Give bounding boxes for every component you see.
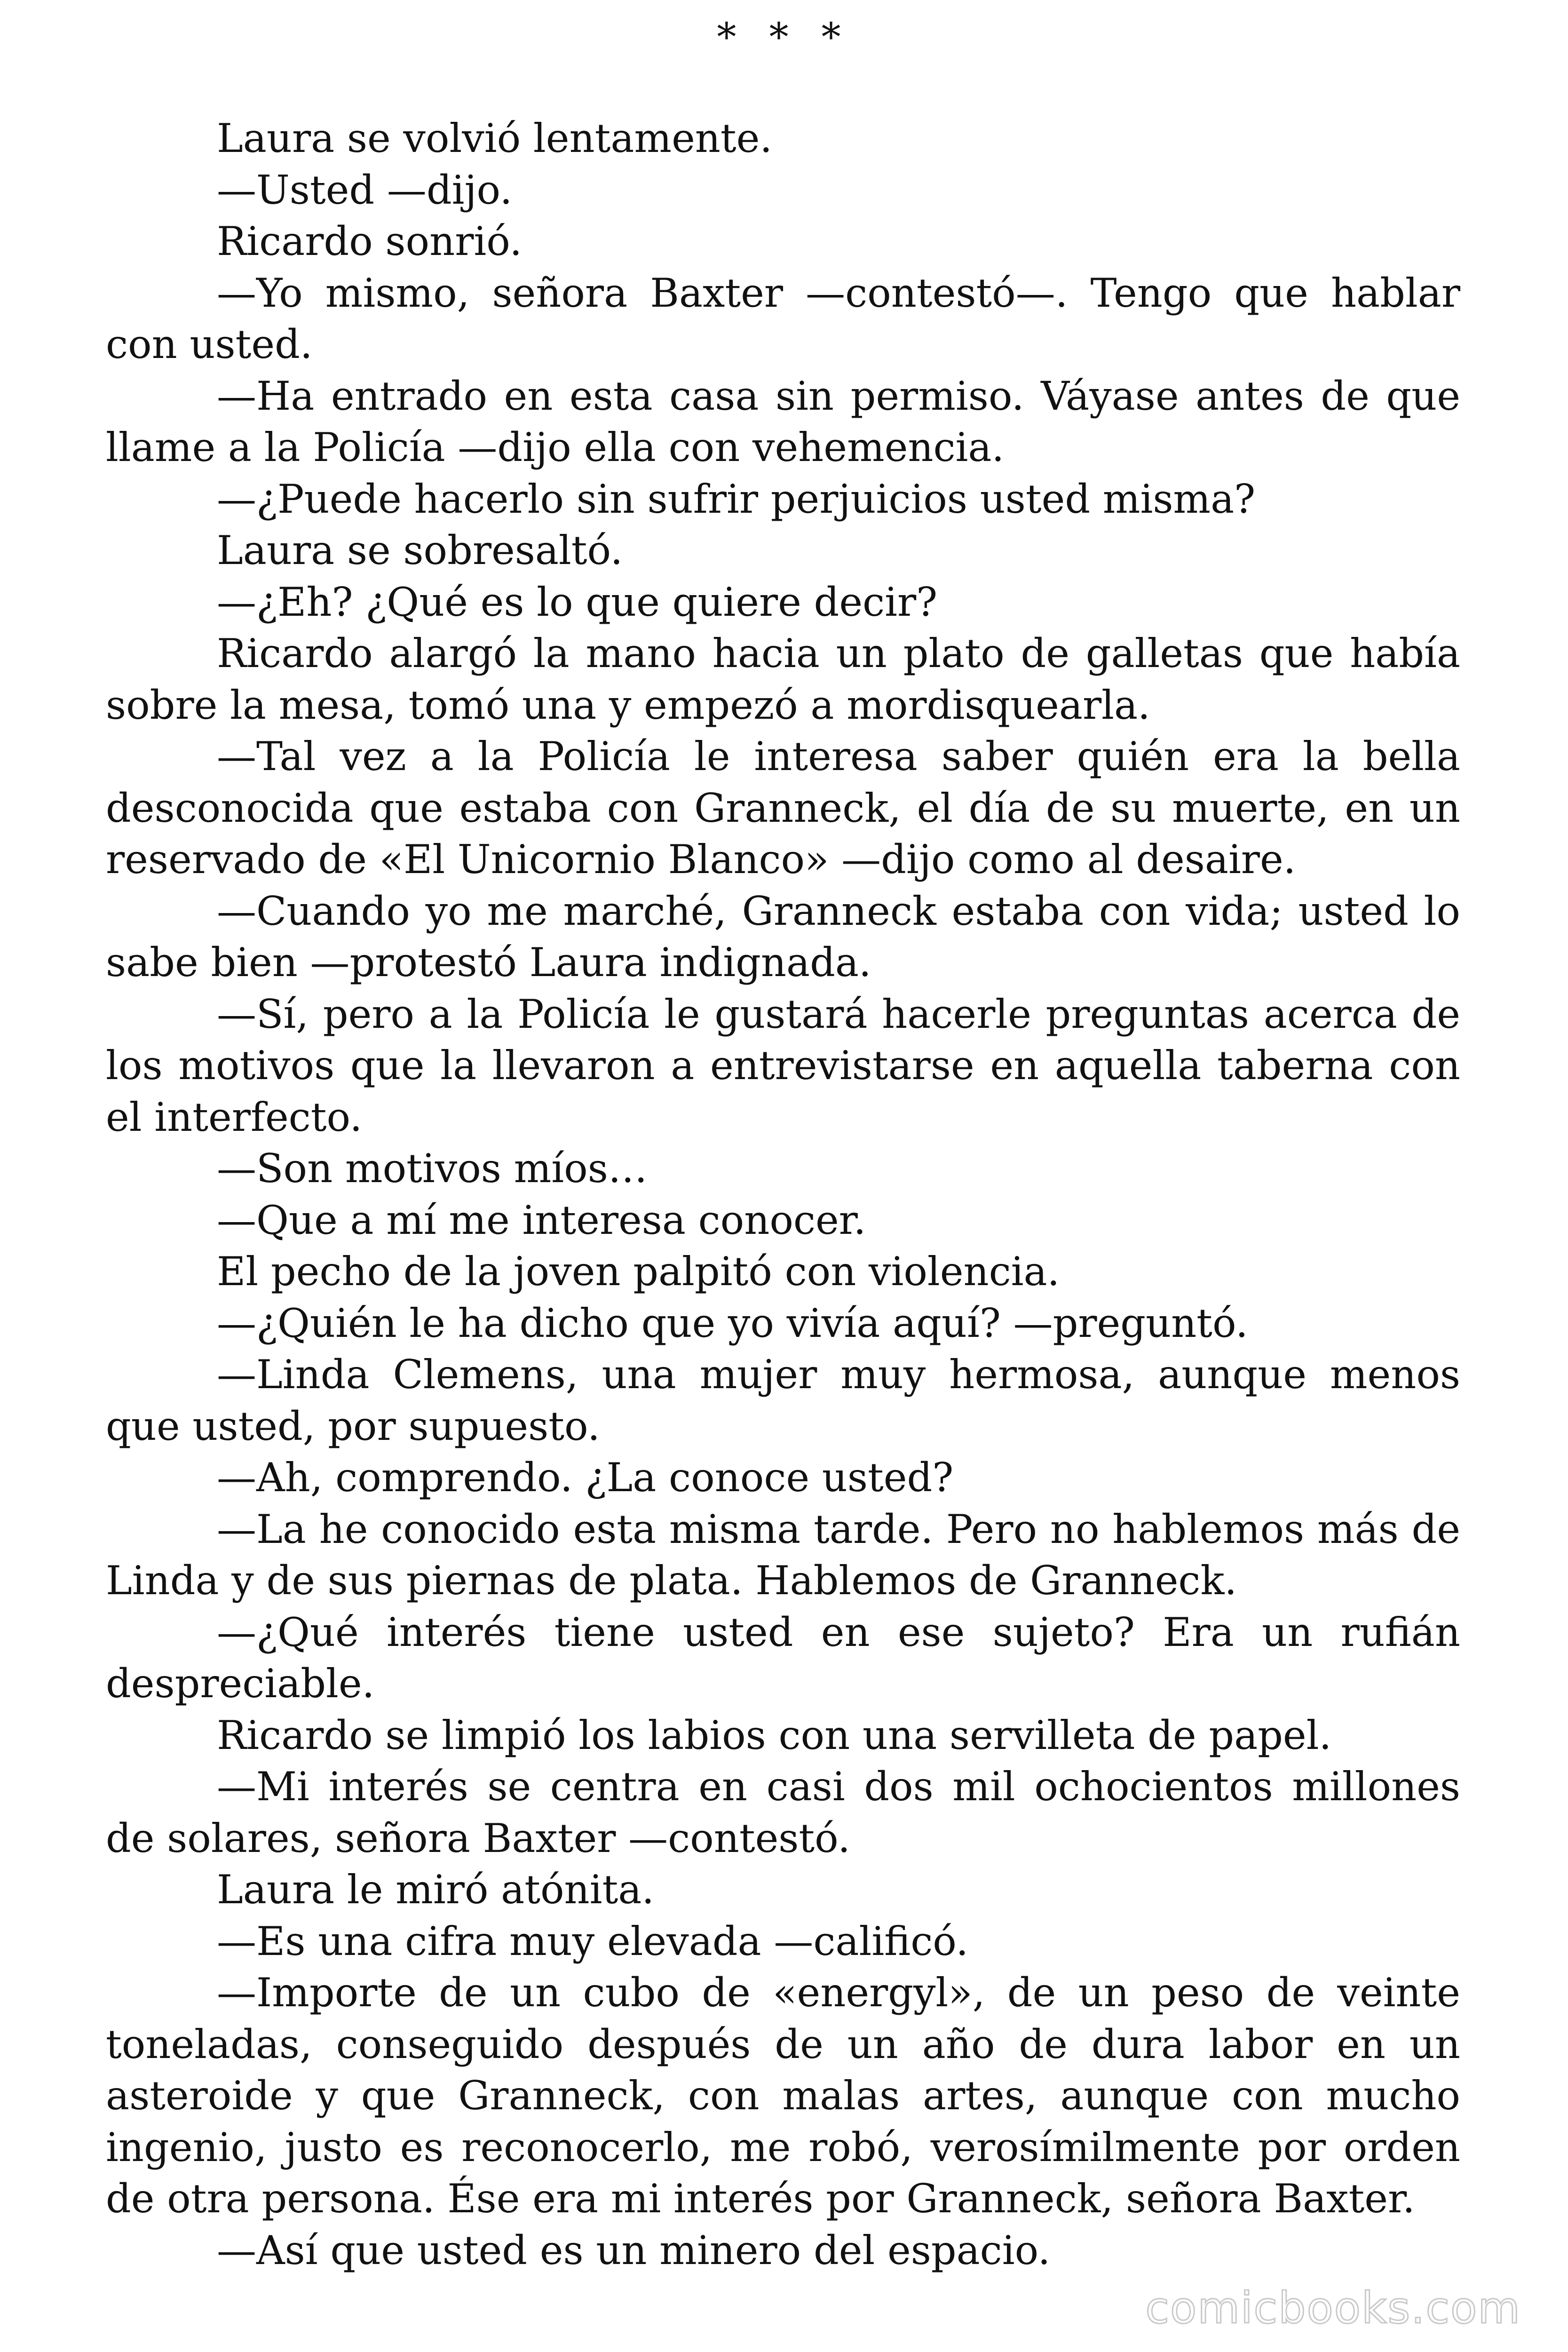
section-separator: * * *: [717, 15, 851, 60]
paragraph: —Mi interés se centra en casi dos mil ochocientos millones de solares, señora Baxter —contestó.: [106, 1764, 1460, 1861]
paragraph: —Yo mismo, señora Baxter —contestó—. Tengo que hablar con usted.: [106, 270, 1460, 367]
paragraph: El pecho de la joven palpitó con violencia.: [217, 1248, 1060, 1295]
paragraph: Ricardo sonrió.: [217, 218, 523, 264]
paragraph: —Usted —dijo.: [217, 167, 513, 213]
paragraph: —Que a mí me interesa conocer.: [217, 1197, 866, 1243]
body-text: [106, 113, 1460, 2276]
paragraph: Laura le miró atónita.: [217, 1867, 655, 1913]
paragraph: —¿Eh? ¿Qué es lo que quiere decir?: [217, 579, 938, 625]
paragraph: —Sí, pero a la Policía le gustará hacerle preguntas acerca de los motivos que la llevaron a entrevistarse en aquella taberna con el interfecto.: [106, 991, 1460, 1140]
watermark: comicbooks.com: [1145, 2283, 1521, 2333]
paragraph: —Así que usted es un minero del espacio.: [217, 2227, 1051, 2273]
paragraph: —Son motivos míos…: [217, 1145, 648, 1192]
paragraph: Ricardo alargó la mano hacia un plato de galletas que había sobre la mesa, tomó una y empezó a mordisquearla.: [106, 630, 1460, 728]
paragraph: —Es una cifra muy elevada —calificó.: [217, 1918, 969, 1964]
paragraph: —Ha entrado en esta casa sin permiso. Váyase antes de que llame a la Policía —dijo ella con vehemencia.: [106, 373, 1460, 470]
paragraph: —Linda Clemens, una mujer muy hermosa, aunque menos que usted, por supuesto.: [106, 1351, 1460, 1449]
paragraph: —La he conocido esta misma tarde. Pero no hablemos más de Linda y de sus piernas de plata. Hablemos de Granneck.: [106, 1506, 1460, 1604]
paragraph: —Tal vez a la Policía le interesa saber quién era la bella desconocida que estaba con Granneck, el día de su muerte, en un reservado de «El Unicornio Blanco» —dijo como al desaire.: [106, 733, 1460, 882]
paragraph: —¿Quién le ha dicho que yo vivía aquí? —preguntó.: [217, 1300, 1248, 1346]
paragraph: Ricardo se limpió los labios con una servilleta de papel.: [217, 1712, 1332, 1758]
paragraph: —Importe de un cubo de «energyl», de un peso de veinte toneladas, conseguido después de un año de dura labor en un asteroide y que Granneck, con malas artes, aunque con mucho ingenio, justo es reconocerlo, me robó, verosímilmente por orden de otra persona. Ése era mi interés por Granneck, señora Baxter.: [106, 1970, 1460, 2222]
paragraph: —Cuando yo me marché, Granneck estaba con vida; usted lo sabe bien —protestó Laura indignada.: [106, 888, 1460, 985]
paragraph: —¿Puede hacerlo sin sufrir perjuicios usted misma?: [217, 476, 1256, 522]
paragraph: Laura se sobresaltó.: [217, 527, 623, 573]
paragraph: —¿Qué interés tiene usted en ese sujeto? Era un rufián despreciable.: [106, 1609, 1460, 1707]
paragraph: —Ah, comprendo. ¿La conoce usted?: [217, 1454, 954, 1501]
paragraph: Laura se volvió lentamente.: [217, 115, 773, 161]
